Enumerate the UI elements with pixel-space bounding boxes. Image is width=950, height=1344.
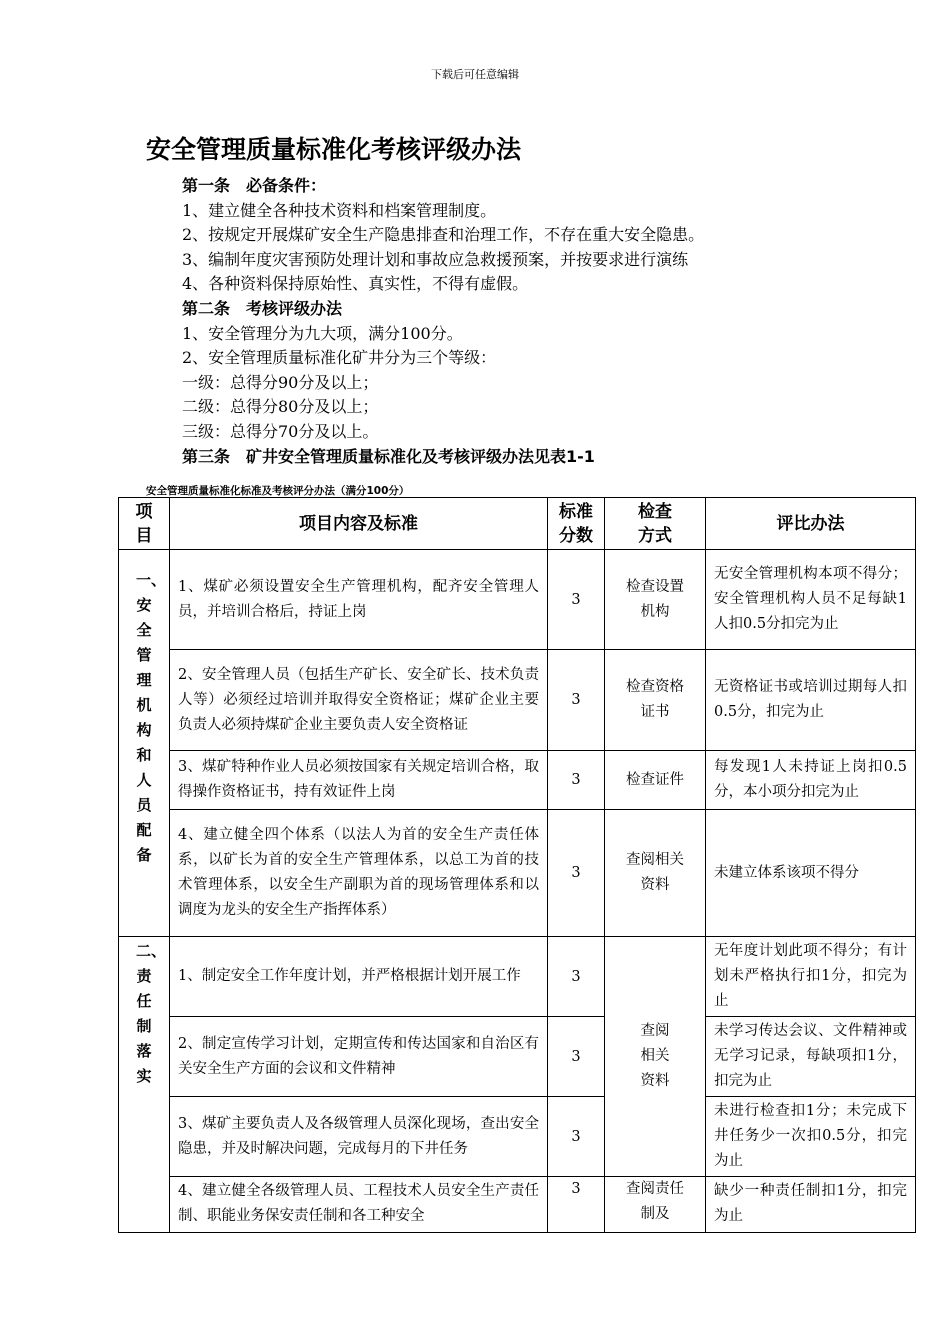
body-text — [182, 174, 902, 469]
article1-item: 1、建立健全各种技术资料和档案管理制度。 — [182, 200, 497, 220]
grade-level-2: 二级：总得分80分及以上； — [182, 397, 379, 417]
article1-item: 4、各种资料保持原始性、真实性，不得有虚假。 — [182, 274, 529, 294]
score-cell: 3 — [548, 751, 605, 810]
article2-heading: 第二条 考核评级办法 — [182, 298, 343, 318]
table-row — [119, 550, 916, 650]
table-row — [119, 1017, 916, 1097]
content-cell: 1、制定安全工作年度计划，并严格根据计划开展工作 — [170, 937, 548, 1017]
rule-cell: 无年度计划此项不得分；有计划未严格执行扣1分，扣完为止 — [706, 937, 916, 1017]
table-row — [119, 1177, 916, 1233]
article2-item: 2、安全管理质量标准化矿井分为三个等级： — [182, 348, 497, 368]
article2-item: 1、安全管理分为九大项，满分100分。 — [182, 323, 463, 343]
article1-heading: 第一条 必备条件： — [182, 176, 327, 195]
score-cell: 3 — [548, 810, 605, 937]
table-caption: 安全管理质量标准化标准及考核评分办法（满分100分） — [146, 485, 410, 497]
rule-cell: 每发现1人未持证上岗扣0.5分，本小项分扣完为止 — [706, 751, 916, 810]
method-cell: 检查资格证书 — [605, 650, 706, 751]
header-note: 下载后可任意编辑 — [431, 68, 519, 81]
method-cell: 检查设置机构 — [605, 550, 706, 650]
category-cell: 二、责任制落实 — [119, 937, 170, 1233]
score-cell: 3 — [548, 937, 605, 1017]
rule-cell: 未进行检查扣1分；未完成下井任务少一次扣0.5分，扣完为止 — [706, 1097, 916, 1177]
content-cell: 4、建立健全各级管理人员、工程技术人员安全生产责任制、职能业务保安责任制和各工种安全 — [170, 1177, 548, 1233]
score-cell: 3 — [548, 550, 605, 650]
article3-heading: 第三条 矿井安全管理质量标准化及考核评级办法见表1-1 — [182, 446, 595, 466]
table-row — [119, 810, 916, 937]
category-cell: 一、安全管理机构和人员配备 — [119, 550, 170, 937]
score-cell: 3 — [548, 1097, 605, 1177]
table-row — [119, 937, 916, 1017]
content-cell: 3、煤矿主要负责人及各级管理人员深化现场，查出安全隐患，并及时解决问题，完成每月的下井任务 — [170, 1097, 548, 1177]
header-content: 项目内容及标准 — [170, 498, 548, 550]
table-header-row — [119, 498, 916, 550]
rule-cell: 未学习传达会议、文件精神或无学习记录，每缺项扣1分，扣完为止 — [706, 1017, 916, 1097]
score-cell: 3 — [548, 1177, 605, 1233]
header-rule: 评比办法 — [706, 498, 916, 550]
document-title: 安全管理质量标准化考核评级办法 — [146, 135, 522, 164]
method-cell: 查阅责任制及 — [605, 1177, 706, 1233]
grade-level-3: 三级：总得分70分及以上。 — [182, 421, 379, 441]
method-cell: 检查证件 — [605, 751, 706, 810]
header-item: 项目 — [119, 498, 170, 550]
table-row — [119, 751, 916, 810]
score-cell: 3 — [548, 1017, 605, 1097]
method-cell: 查阅相关资料 — [605, 810, 706, 937]
rule-cell: 无资格证书或培训过期每人扣0.5分，扣完为止 — [706, 650, 916, 751]
table-row — [119, 650, 916, 751]
content-cell: 2、安全管理人员（包括生产矿长、安全矿长、技术负责人等）必须经过培训并取得安全资格证；煤矿企业主要负责人必须持煤矿企业主要负责人安全资格证 — [170, 650, 548, 751]
content-cell: 2、制定宣传学习计划，定期宣传和传达国家和自治区有关安全生产方面的会议和文件精神 — [170, 1017, 548, 1097]
article1-item: 3、编制年度灾害预防处理计划和事故应急救援预案，并按要求进行演练 — [182, 249, 689, 269]
content-cell: 1、煤矿必须设置安全生产管理机构，配齐安全管理人员，并培训合格后，持证上岗 — [170, 550, 548, 650]
rule-cell: 缺少一种责任制扣1分，扣完为止 — [706, 1177, 916, 1233]
method-cell: 查阅相关资料 — [605, 937, 706, 1177]
header-method: 检查方式 — [605, 498, 706, 550]
table-row — [119, 1097, 916, 1177]
assessment-table — [118, 497, 916, 1233]
rule-cell: 无安全管理机构本项不得分；安全管理机构人员不足每缺1人扣0.5分扣完为止 — [706, 550, 916, 650]
content-cell: 4、建立健全四个体系（以法人为首的安全生产责任体系，以矿长为首的安全生产管理体系，以总工为首的技术管理体系，以安全生产副职为首的现场管理体系和以调度为龙头的安全生产指挥体系） — [170, 810, 548, 937]
rule-cell: 未建立体系该项不得分 — [706, 810, 916, 937]
score-cell: 3 — [548, 650, 605, 751]
article1-item: 2、按规定开展煤矿安全生产隐患排查和治理工作，不存在重大安全隐患。 — [182, 225, 705, 245]
grade-level-1: 一级：总得分90分及以上； — [182, 372, 379, 392]
content-cell: 3、煤矿特种作业人员必须按国家有关规定培训合格，取得操作资格证书，持有效证件上岗 — [170, 751, 548, 810]
header-score: 标准分数 — [548, 498, 605, 550]
